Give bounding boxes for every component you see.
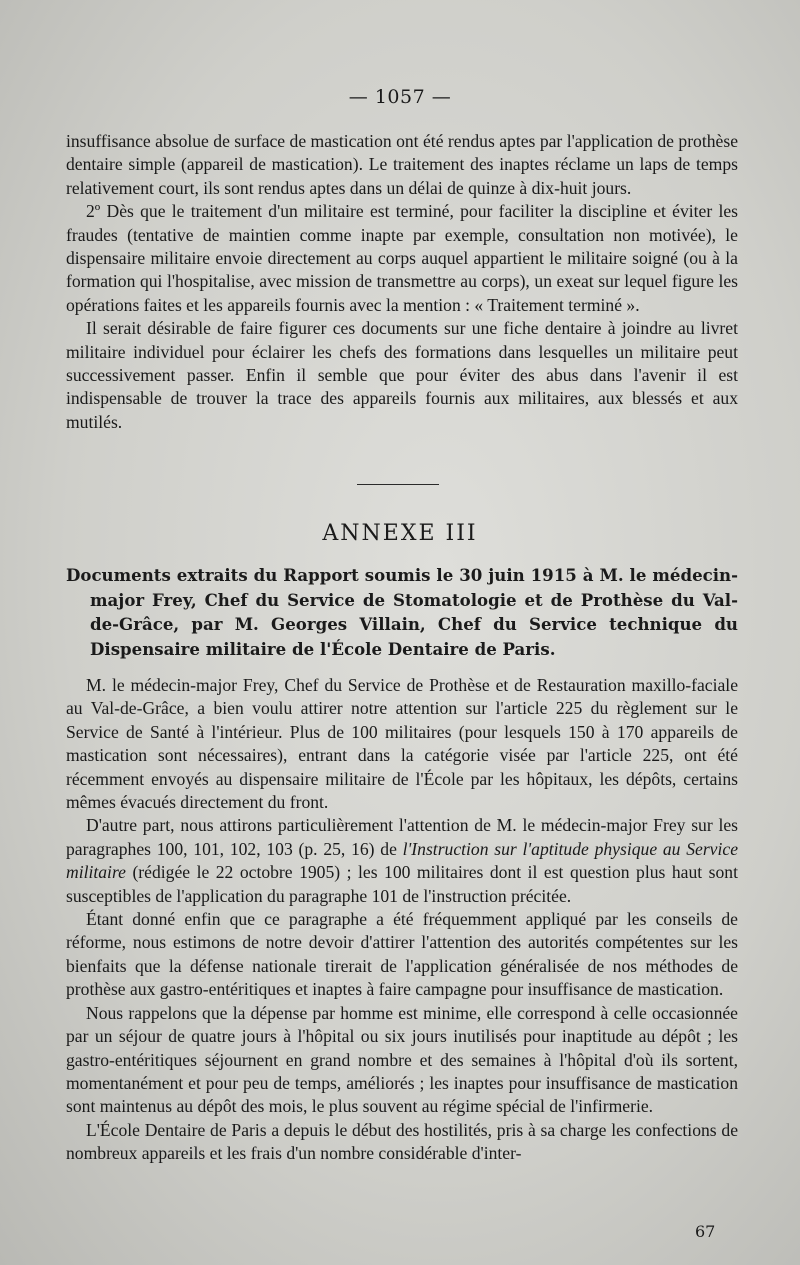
annexe-title: ANNEXE III [322,521,478,546]
paragraph: Étant donné enfin que ce paragraphe a été fréquemment appliqué par les conseils de réforme, nous estimons de notre devoir d'attirer l'attention des autorités compétentes sur les bienfaits que la défense nationale tirerait de l'application généralisée de nos méthodes de prothèse aux gastro-entéritiques et inaptes à faire campagne pour insuffisance de mastication. [66,909,738,1000]
paragraph: Nous rappelons que la dépense par homme est minime, elle correspond à celle occasionnée par un séjour de quatre jours à l'hôpital ou six jours inutilisés pour inaptitude au dépôt ; les gastro-entéritiques séjournent en grand nombre et des semaines à l'hôpital d'où ils sortent, momentanément et pour peu de temps, améliorés ; les inaptes pour insuffisance de mastication sont maintenus au dépôt des mois, le plus souvent au régime spécial de l'infirmerie. [66,1002,738,1117]
annexe-subtitle-text: Documents extraits du Rapport soumis le 30 juin 1915 à M. le médecin-major Frey, Chef du Service de Stomatologie et de Prothèse du Val-de-Grâce, par M. Georges Villain, Chef du Service technique du Dispensaire militaire de l'École Dentaire de Paris. [66,565,738,659]
paragraph: Il serait désirable de faire figurer ces documents sur une fiche dentaire à joindre au livret militaire individuel pour éclairer les chefs des formations dans lesquelles un militaire peut successivement passer. Enfin il semble que pour éviter des abus dans l'avenir il est indispensable de trouver la trace des appareils fournis aux militaires, aux blessés et aux mutilés. [66,318,738,432]
instruction-title-italic: l'Instruction sur l'aptitude physique au Service militaire [66,838,739,883]
section-divider [357,484,439,485]
paragraph: insuffisance absolue de surface de mastication ont été rendus aptes par l'application de prothèse dentaire simple (appareil de mastication). Le traitement des inaptes réclame un laps de temps relativement court, ils sont rendus aptes dans un délai de quinze à dix-huit jours. [66,131,738,198]
page-number-header: — 1057 — [348,86,452,108]
annexe-subtitle [66,563,738,661]
paragraph-part: D'autre part, nous attirons particulièrement l'attention de M. le médecin-major Frey sur les paragraphes 100, 101, 102, 103 (p. 25, 16) de [66,815,738,859]
section-2-text [66,674,738,1166]
paragraph [66,814,738,908]
paragraph-part: (rédigée le 22 octobre 1905) ; les 100 militaires dont il est question plus haut sont susceptibles de l'application du paragraphe 101 de l'instruction précitée. [66,862,738,906]
paragraph: L'École Dentaire de Paris a depuis le début des hostilités, pris à sa charge les confections de nombreux appareils et les frais d'un nombre considérable d'inter- [66,1119,738,1164]
section-1-text [66,130,738,434]
paragraph: 2º Dès que le traitement d'un militaire est terminé, pour faciliter la discipline et éviter les fraudes (tentative de maintien comme inapte par exemple, consultation non motivée), le dispensaire militaire envoie directement au corps auquel appartient le militaire soigné (ou à la formation qui l'hospitalise, avec mission de transmettre au corps), un exeat sur lequel figure les opérations faites et les appareils fournis avec la mention : « Traitement terminé ». [66,201,738,315]
signature-number: 67 [695,1222,716,1241]
paragraph: M. le médecin-major Frey, Chef du Service de Prothèse et de Restauration maxillo-faciale au Val-de-Grâce, a bien voulu attirer notre attention sur l'article 225 du règlement sur le Service de Santé à l'intérieur. Plus de 100 militaires (pour lesquels 150 à 170 appareils de mastication sont nécessaires), entrant dans la catégorie visée par l'article 225, ont été récemment envoyés au dispensaire militaire de l'École par les hôpitaux, les dépôts, certains mêmes évacués directement du front. [66,675,738,813]
